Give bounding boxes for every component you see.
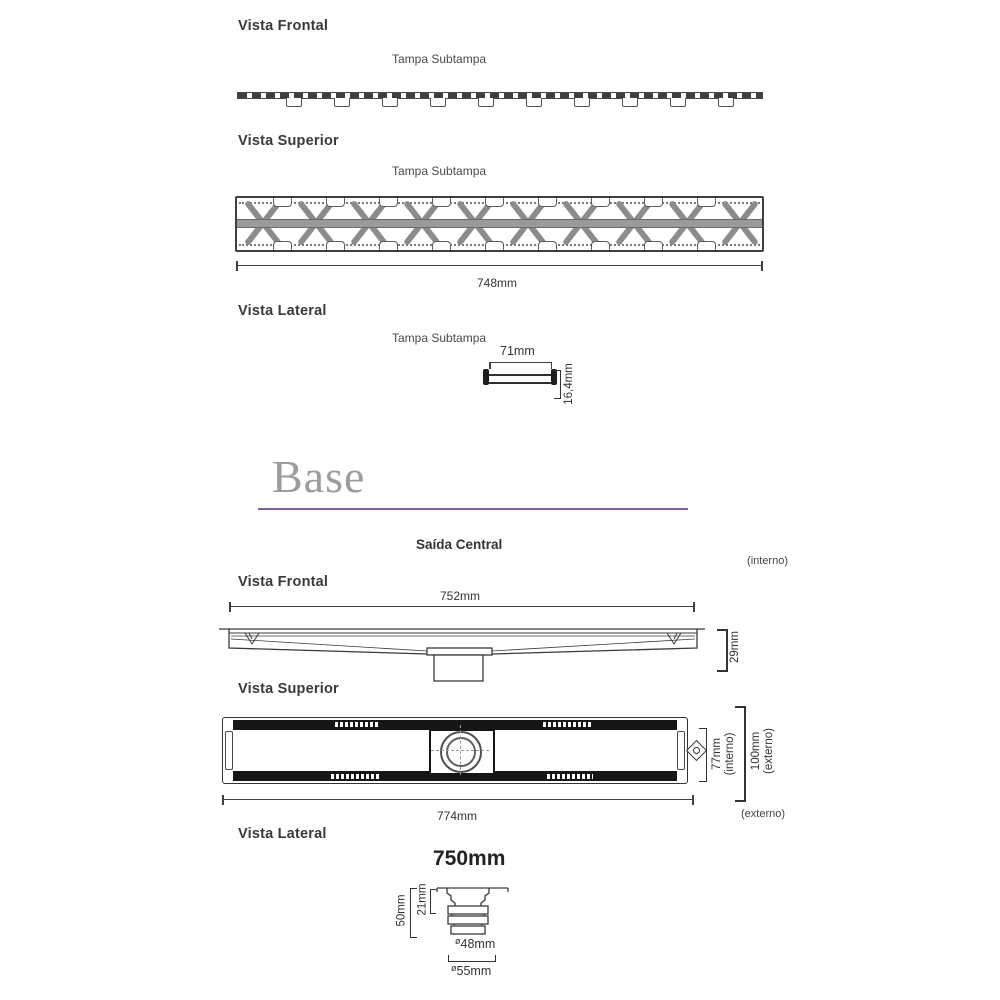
tampa-frontal-label: Tampa Subtampa (392, 52, 487, 66)
dim-d55-value: 55mm (456, 964, 492, 978)
dim-label-100 (750, 709, 776, 793)
outlet-circle-inner (446, 737, 476, 767)
grate-tab (644, 241, 663, 251)
strip-clip (382, 98, 398, 107)
strip-clip (478, 98, 494, 107)
end-cap-right (677, 731, 685, 770)
strip-clip (526, 98, 542, 107)
grate-tab (697, 241, 716, 251)
grate-tab (485, 241, 504, 251)
note-externo: (externo) (741, 808, 786, 820)
grate-center-bar (237, 219, 762, 228)
dim-line-748 (236, 265, 763, 266)
bracket-16-4 (554, 370, 561, 399)
grate-tab (538, 197, 557, 207)
dim-line-55 (448, 955, 496, 962)
bracket-21 (430, 889, 436, 914)
dim-label-29: 29mm (729, 631, 741, 663)
tampa-superior-drawing (235, 196, 764, 252)
base-superior-heading: Vista Superior (238, 681, 339, 697)
bracket-100 (735, 706, 746, 802)
band-text-mark (335, 722, 379, 727)
band-text-mark (331, 774, 381, 779)
dim-label-d55 (451, 963, 491, 978)
grate-tab (432, 241, 451, 251)
strip-clip (670, 98, 686, 107)
grate-tab (697, 197, 716, 207)
grate-tab (432, 197, 451, 207)
grate-tab (591, 241, 610, 251)
grate-tab (644, 197, 663, 207)
bracket-29 (717, 629, 728, 672)
product-length-label: 750mm (433, 847, 506, 870)
dim-line-71 (489, 362, 552, 363)
tampa-superior-heading: Vista Superior (238, 133, 339, 149)
grate-tab (485, 197, 504, 207)
strip-clip (718, 98, 734, 107)
band-text-mark (547, 774, 593, 779)
dim-label-50: 50mm (395, 894, 407, 927)
dim-label-774: 774mm (437, 809, 478, 823)
diameter-symbol: ø (451, 963, 457, 973)
grate-tab (379, 241, 398, 251)
dim-label-16-4: 16,4mm (563, 363, 575, 405)
strip-clip (286, 98, 302, 107)
tampa-superior-label: Tampa Subtampa (392, 164, 487, 178)
dim-label-77 (711, 722, 737, 786)
tampa-frontal-drawing (237, 92, 761, 108)
dim-label-71: 71mm (500, 344, 535, 358)
dim-label-21: 21mm (416, 883, 428, 916)
dim-line-774 (222, 799, 694, 800)
dim-100-value: 100mm (750, 731, 762, 771)
end-cap-left (225, 731, 233, 770)
bracket-77 (699, 728, 707, 782)
strip-clip (430, 98, 446, 107)
grate-tab (591, 197, 610, 207)
grate-tab (273, 197, 292, 207)
tampa-end-cap (483, 369, 489, 385)
dim-77-value: 77mm (711, 738, 723, 770)
dim-line-752 (229, 606, 695, 607)
diameter-symbol: ø (455, 936, 461, 946)
crosshair-vertical (460, 725, 461, 775)
base-frontal-drawing (215, 618, 755, 688)
dim-label-752: 752mm (440, 589, 481, 603)
tampa-lateral-label: Tampa Subtampa (392, 331, 487, 345)
dim-label-d48 (455, 936, 495, 951)
grate-tab (538, 241, 557, 251)
tampa-frontal-heading: Vista Frontal (238, 18, 329, 34)
accent-divider (258, 508, 688, 510)
grate-tab (273, 241, 292, 251)
dim-d48-value: 48mm (460, 937, 496, 951)
grate-tab (326, 241, 345, 251)
strip-clip (622, 98, 638, 107)
strip-clip (334, 98, 350, 107)
dim-77-qualifier: (interno) (724, 732, 736, 776)
strip-clip (574, 98, 590, 107)
tampa-lateral-drawing (487, 374, 553, 384)
grate-tab (326, 197, 345, 207)
dim-label-748: 748mm (477, 276, 518, 290)
base-lateral-heading: Vista Lateral (238, 826, 327, 842)
base-variant-title: Saída Central (416, 537, 503, 552)
base-frontal-heading: Vista Frontal (238, 574, 329, 590)
base-superior-drawing (222, 717, 688, 784)
dim-100-qualifier: (externo) (763, 727, 775, 775)
tampa-lateral-heading: Vista Lateral (238, 303, 327, 319)
base-section-title: Base (272, 451, 366, 502)
grate-tab (379, 197, 398, 207)
note-interno: (interno) (747, 555, 788, 567)
band-text-mark (543, 722, 591, 727)
